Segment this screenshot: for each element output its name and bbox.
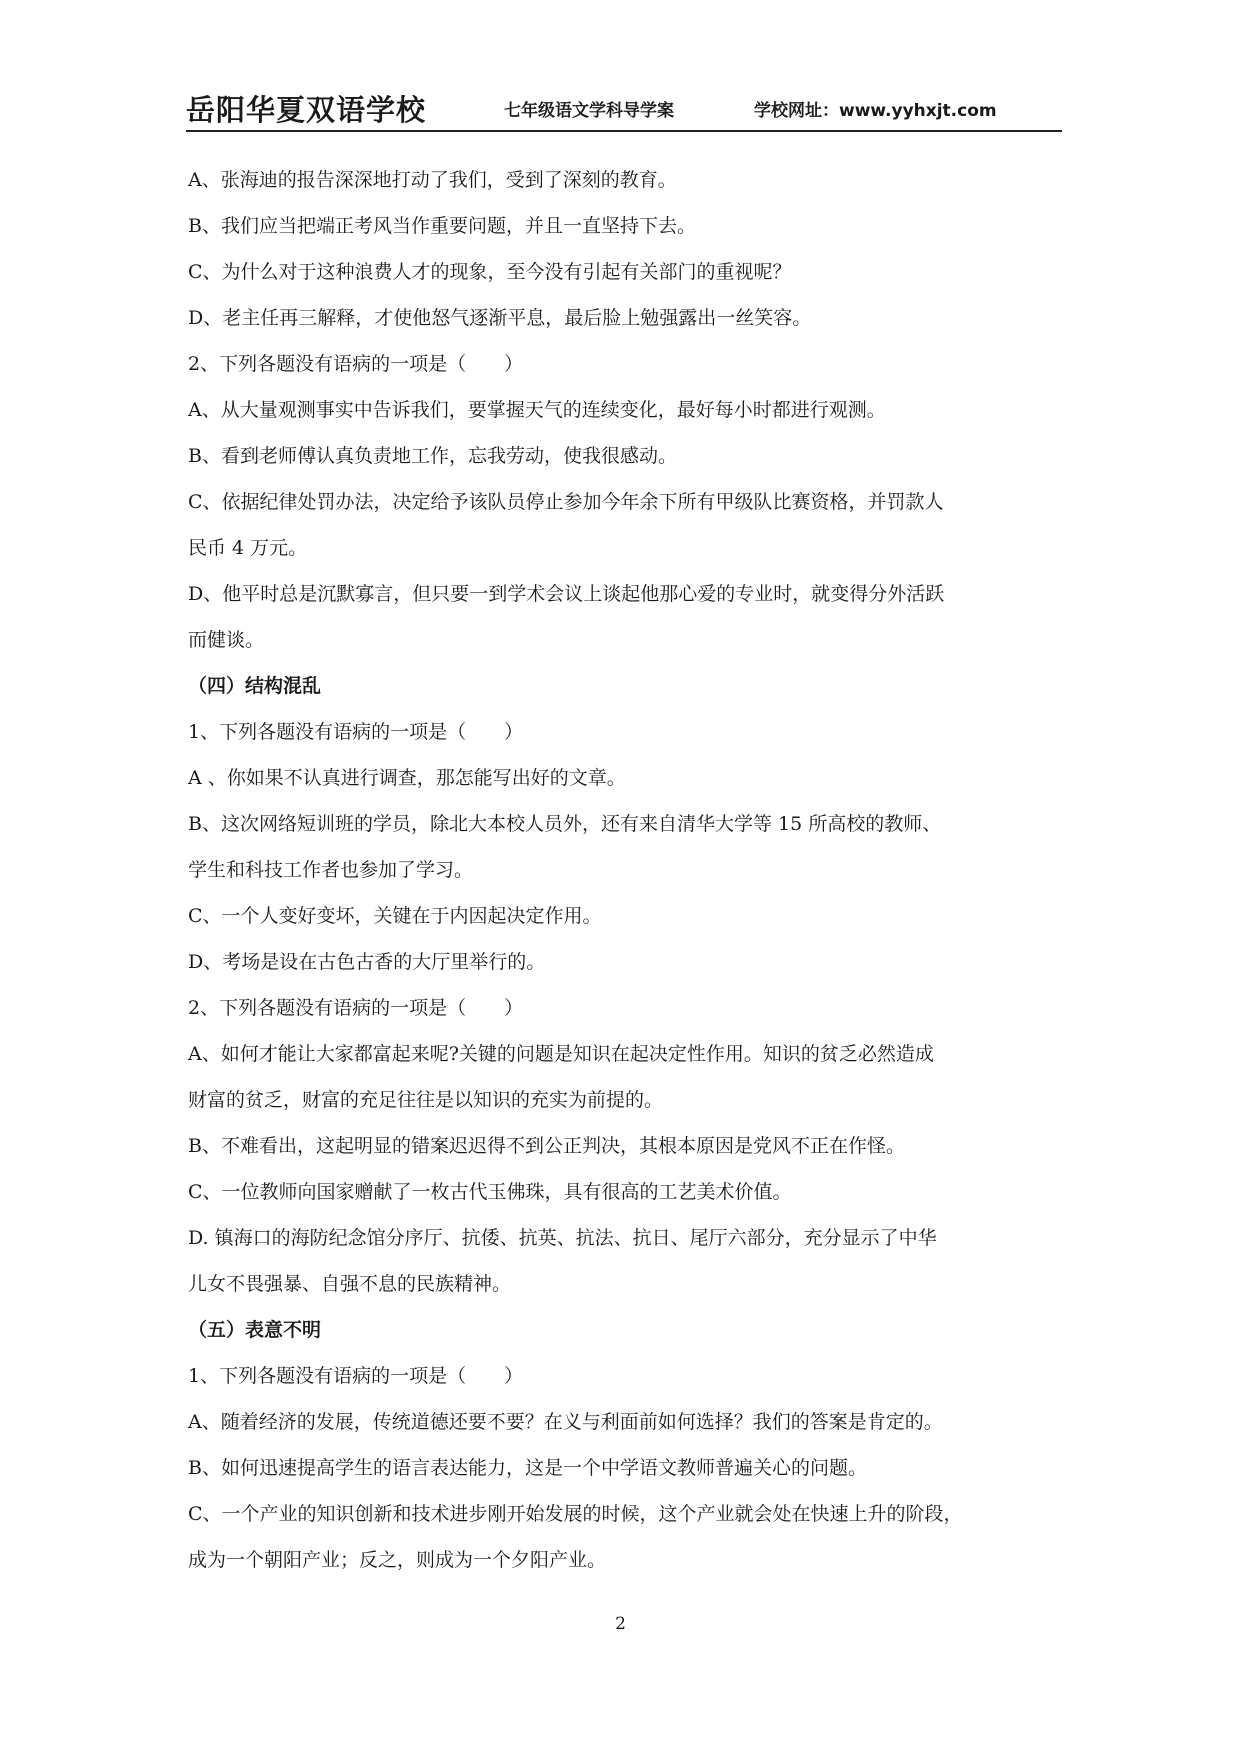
text-line: B、如何迅速提高学生的语言表达能力，这是一个中学语文教师普遍关心的问题。 <box>188 1457 867 1479</box>
text-line: 2、下列各题没有语病的一项是（ ） <box>188 353 524 375</box>
text-line: C、一个人变好变坏，关键在于内因起决定作用。 <box>188 905 602 927</box>
header-divider <box>186 130 1062 132</box>
text-line: D、他平时总是沉默寡言，但只要一到学术会议上谈起他那心爱的专业时，就变得分外活跃 <box>188 583 945 605</box>
text-line: 2、下列各题没有语病的一项是（ ） <box>188 997 524 1019</box>
text-line: C、一位教师向国家赠献了一枚古代玉佛珠，具有很高的工艺美术价值。 <box>188 1181 792 1203</box>
text-line: D、考场是设在古色古香的大厅里举行的。 <box>188 951 546 973</box>
text-line: 成为一个朝阳产业；反之，则成为一个夕阳产业。 <box>188 1549 607 1571</box>
text-line: C、依据纪律处罚办法，决定给予该队员停止参加今年余下所有甲级队比赛资格，并罚款人 <box>188 491 944 513</box>
text-line: D、老主任再三解释，才使他怒气逐渐平息，最后脸上勉强露出一丝笑容。 <box>188 307 812 329</box>
text-line: 儿女不畏强暴、自强不息的民族精神。 <box>188 1273 512 1295</box>
subject-title: 七年级语文学科导学案 <box>504 101 674 121</box>
document-body <box>188 157 1060 1583</box>
school-website: 学校网址：www.yyhxjt.com <box>754 101 997 121</box>
section-heading: （四）结构混乱 <box>188 675 322 697</box>
text-line: 1、下列各题没有语病的一项是（ ） <box>188 1365 524 1387</box>
page-number: 2 <box>615 1614 626 1634</box>
text-line: 而健谈。 <box>188 629 265 651</box>
text-line: B、这次网络短训班的学员，除北大本校人员外，还有来自清华大学等 15 所高校的教师、 <box>188 813 942 835</box>
text-line: A、从大量观测事实中告诉我们，要掌握天气的连续变化，最好每小时都进行观测。 <box>188 399 886 421</box>
text-line: B、看到老师傅认真负责地工作，忘我劳动，使我很感动。 <box>188 445 677 467</box>
text-line: B、不难看出，这起明显的错案迟迟得不到公正判决，其根本原因是党风不正在作怪。 <box>188 1135 905 1157</box>
text-line: D. 镇海口的海防纪念馆分序厅、抗倭、抗英、抗法、抗日、尾厅六部分，充分显示了中华 <box>188 1227 937 1249</box>
page-header <box>186 84 1062 132</box>
text-line: B、我们应当把端正考风当作重要问题，并且一直坚持下去。 <box>188 215 696 237</box>
text-line: C、为什么对于这种浪费人才的现象，至今没有引起有关部门的重视呢？ <box>188 261 792 283</box>
section-heading: （五）表意不明 <box>188 1319 322 1341</box>
text-line: A 、你如果不认真进行调查，那怎能写出好的文章。 <box>188 767 626 789</box>
text-line: A、随着经济的发展，传统道德还要不要？在义与利面前如何选择？我们的答案是肯定的。 <box>188 1411 943 1433</box>
school-name: 岳阳华夏双语学校 <box>186 93 427 127</box>
text-line: 1、下列各题没有语病的一项是（ ） <box>188 721 524 743</box>
text-line: A、如何才能让大家都富起来呢?关键的问题是知识在起决定性作用。知识的贫乏必然造成 <box>188 1043 934 1065</box>
text-line: 民币 4 万元。 <box>188 537 308 559</box>
text-line: A、张海迪的报告深深地打动了我们，受到了深刻的教育。 <box>188 169 677 191</box>
text-line: 学生和科技工作者也参加了学习。 <box>188 859 474 881</box>
text-line: 财富的贫乏，财富的充足往往是以知识的充实为前提的。 <box>188 1089 664 1111</box>
text-line: C、一个产业的知识创新和技术进步刚开始发展的时候，这个产业就会处在快速上升的阶段， <box>188 1503 963 1525</box>
